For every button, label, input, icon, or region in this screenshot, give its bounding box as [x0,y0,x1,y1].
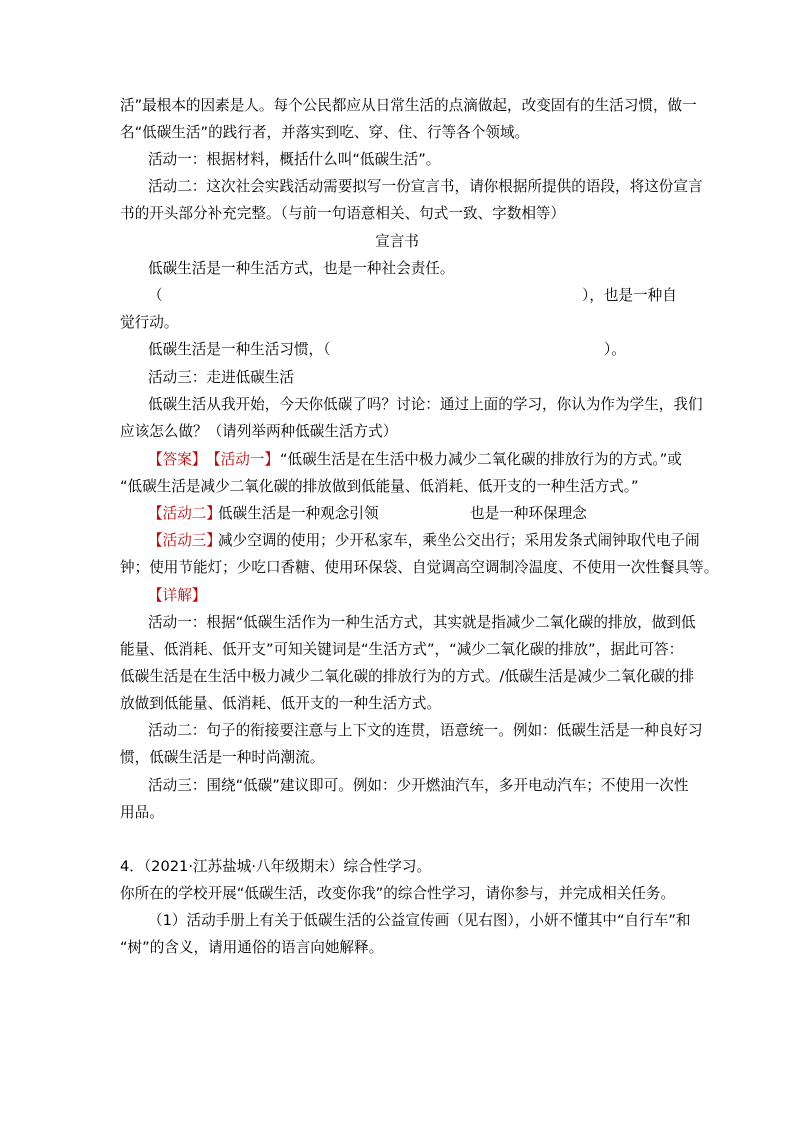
question4-sub1-line-1: （1）活动手册上有关于低碳生活的公益宣传画（见右图），小妍不懂其中“自行车”和 [148,912,691,929]
question4-sub1-line-2: “树”的含义，请用通俗的语言向她解释。 [120,939,384,956]
intro-line-2: 名“低碳生活”的践行者，并落实到吃、穿、住、行等各个领域。 [120,124,530,141]
explain-tag: 【详解】 [148,587,207,604]
declaration-blank-1: （ ），也是一种自 [148,287,677,304]
question4-intro: 你所在的学校开展“低碳生活，改变你我”的综合性学习，请你参与，并完成相关任务。 [120,885,676,902]
activity3-prompt-line-2: 应该怎么做？（请列举两种低碳生活方式） [120,423,398,440]
intro-line-1: 活”最根本的因素是人。每个公民都应从日常生活的点滴做起，改变固有的生活习惯，做一 [120,97,697,114]
explain-p1-line-3: 低碳生活是在生活中极力减少二氧化碳的排放行为的方式。/低碳生活是减少二氧化碳的排 [120,668,695,685]
explain-p3-line-1: 活动三：围绕“低碳”建议即可。例如：少开燃油汽车，多开电动汽车；不使用一次性 [148,777,689,794]
explain-p2-line-1: 活动二：句子的衔接要注意与上下文的连贯，语意统一。例如：低碳生活是一种良好习 [148,722,703,739]
answer-activity1-line-2: “低碳生活是减少二氧化碳的排放做到低能量、低消耗、低开支的一种生活方式。” [120,478,639,495]
explain-p3-line-2: 用品。 [120,804,164,821]
activity1-prompt: 活动一：根据材料，概括什么叫“低碳生活”。 [148,151,441,168]
activity3-prompt-line-1: 低碳生活从我开始，今天你低碳了吗？讨论：通过上面的学习，你认为作为学生，我们 [148,396,703,413]
activity2-prompt-line-2: 书的开头部分补充完整。（与前一句语意相关、句式一致、字数相等） [120,205,566,222]
declaration-sentence-1: 低碳生活是一种生活方式，也是一种社会责任。 [148,260,455,277]
declaration-title: 宣言书 [375,233,419,250]
explain-p2-line-2: 惯，低碳生活是一种时尚潮流。 [120,749,325,766]
answer-activity1-line-1: 【答案】 【活动一】 “低碳生活是在生活中极力减少二氧化碳的排放行为的方式。”或 [148,451,682,468]
answer-activity3-line-1: 【活动三】 减少空调的使用；少开私家车，乘坐公交出行；采用发条式闹钟取代电子闹 [148,532,700,549]
declaration-blank-1-continued: 觉行动。 [120,314,179,331]
activity2-prompt-line-1: 活动二：这次社会实践活动需要拟写一份宣言书，请你根据所提供的语段，将这份宣言 [148,178,703,195]
answer-activity2: 【活动二】 低碳生活是一种观念引领 也是一种环保理念 [148,505,587,522]
answer-activity3-line-2: 钟；使用节能灯；少吃口香糖、使用环保袋、自觉调高空调制冷温度、不使用一次性餐具等。 [120,559,719,576]
declaration-sentence-3: 低碳生活是一种生活习惯，（ ）。 [148,341,626,358]
explain-p1-line-4: 放做到低能量、低消耗、低开支的一种生活方式。 [120,695,442,712]
explain-p1-line-1: 活动一：根据“低碳生活作为一种生活方式，其实就是指减少二氧化碳的排放，做到低 [148,614,696,631]
explain-p1-line-2: 能量、低消耗、低开支”可知关键词是“生活方式”，“减少二氧化碳的排放”，据此可答： [120,641,684,658]
activity3-title: 活动三：走进低碳生活 [148,369,294,386]
question4-header: 4．（2021·江苏盐城·八年级期末）综合性学习。 [120,858,432,875]
